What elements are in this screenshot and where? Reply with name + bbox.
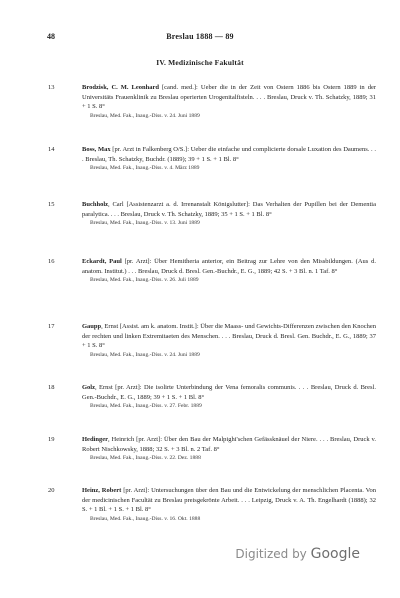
entry-note: Breslau, Med. Fak., Inaug.-Diss. v. 16. Okt. 1888 xyxy=(90,515,201,522)
entry-number: 16 xyxy=(48,258,55,265)
entry-author: Heinz, Robert xyxy=(82,487,122,494)
entry-text: , Heinrich [pr. Arzt]: Über den Bau der Malpighi'schen Gefässknäuel der Niere. . . . Breslau, Druck v. Robert Nischkowsky, 1888; 32 S. + 3 Bl. n. 2 Taf. 8° xyxy=(82,436,376,453)
entry-author: Hedinger xyxy=(82,436,108,443)
entry-body xyxy=(82,83,376,121)
entry-text: , Ernst [Assist. am k. anatom. Instit.]: Über die Maass- und Gewichts-Differenzen zwischen den Knochen der rechten und linken Extremitaeten des Menschen. . . . Breslau, Druck d. Bresl. Gen. Buchdr., E. G., 1889; 37 + 1 S. 8° xyxy=(82,323,376,350)
running-title: Breslau 1888 — 89 xyxy=(166,32,234,41)
page-header xyxy=(0,32,400,46)
entry-text: , Carl [Assistenzarzt a. d. Irrenanstalt Königslutter]: Das Verhalten der Pupillen bei der Dementia paralytica. . . . Breslau, Druck v. Th. Schatzky, 1889; 35 + 1 S. + 1 Bl. 8° xyxy=(82,201,376,218)
entry-text: [pr. Arzt]: Über Hemitheria anterior, ein Beitrag zur Lehre von den Missbildungen. (Aus d. anatom. Institut.) . . . Breslau, Druck d. Bresl. Gen.-Buchdr., E. G., 1889; 42 S. + 3 Bl. n. 1 Taf. 8° xyxy=(82,258,376,275)
entry-body xyxy=(82,257,376,286)
entry-author: Gaupp xyxy=(82,323,102,330)
google-logo: Google xyxy=(310,546,360,562)
section-title: IV. Medizinische Fakultät xyxy=(156,58,244,67)
entry-note: Breslau, Med. Fak., Inaug.-Diss. v. 13. Juni 1889 xyxy=(90,220,200,227)
entry-text: [pr. Arzt]: Untersuchungen über den Bau und die Entwickelung der menschlichen Placenta. Von der medicinischen Facultät zu Breslau preisgekrönte Arbeit. . . . Leipzig, Druck v. A. Th. Engelhardt (1888); 32 S. + 1 Bl. + 1 S. + 1 Bl. 8° xyxy=(82,487,376,514)
entry-author: Eckardt, Paul xyxy=(82,258,122,265)
page-number: 48 xyxy=(47,32,55,41)
entry-note: Breslau, Med. Fak., Inaug.-Diss. v. 4. März 1889 xyxy=(90,165,200,172)
entry-number: 17 xyxy=(48,323,55,330)
entry-note: Breslau, Med. Fak., Inaug.-Diss. v. 22. Dez. 1888 xyxy=(90,455,201,462)
entry-note: Breslau, Med. Fak., Inaug.-Diss. v. 27. Febr. 1889 xyxy=(90,403,202,410)
entry-note: Breslau, Med. Fak., Inaug.-Diss. v. 26. Juli 1889 xyxy=(90,277,199,284)
watermark-prefix: Digitized by xyxy=(235,547,307,561)
entry-note: Breslau, Med. Fak., Inaug.-Diss. v. 24. Juni 1889 xyxy=(90,351,200,358)
digitized-watermark xyxy=(235,546,360,562)
entry-number: 13 xyxy=(48,84,55,91)
entry-text: [pr. Arzt in Falkenberg O/S.]: Ueber die einfache und complicierte dorsale Luxation des Daumens. . . . Breslau, Th. Schatzky, Buchdr. (1889); 39 + 1 S. + 1 Bl. 8° xyxy=(82,146,376,163)
entry-author: Golz xyxy=(82,384,95,391)
entry-author: Boss, Max xyxy=(82,146,111,153)
entry-number: 15 xyxy=(48,201,55,208)
entry-number: 18 xyxy=(48,384,55,391)
entry-body xyxy=(82,383,376,412)
entry-body xyxy=(82,435,376,464)
entry-body xyxy=(82,145,376,174)
entry-number: 14 xyxy=(48,146,55,153)
entry-number: 19 xyxy=(48,436,55,443)
entry-body xyxy=(82,486,376,524)
entry-number: 20 xyxy=(48,487,55,494)
entry-author: Buchholz xyxy=(82,201,109,208)
entry-text: [cand. med.]: Ueber die in der Zeit von Ostern 1886 bis Ostern 1889 in der Universitäts Frauenklinik zu Breslau operierten Urogenitalfisteln. . . . Breslau, Druck v. Th. Schatzky, 1889; 31 + 1 S. 8° xyxy=(82,84,376,111)
entry-body xyxy=(82,200,376,229)
entry-text: , Ernst [pr. Arzt]: Die isolirte Unterbindung der Vena femoralis communis. . . . Breslau, Druck d. Bresl. Gen.-Buchdr., E. G., 1889; 39 + 1 S. + 1 Bl. 8° xyxy=(82,384,376,401)
entry-note: Breslau, Med. Fak., Inaug.-Diss. v. 24. Juni 1889 xyxy=(90,112,200,119)
entry-body xyxy=(82,322,376,360)
entry-author: Brodzisk, C. M. Leonhard xyxy=(82,84,159,91)
